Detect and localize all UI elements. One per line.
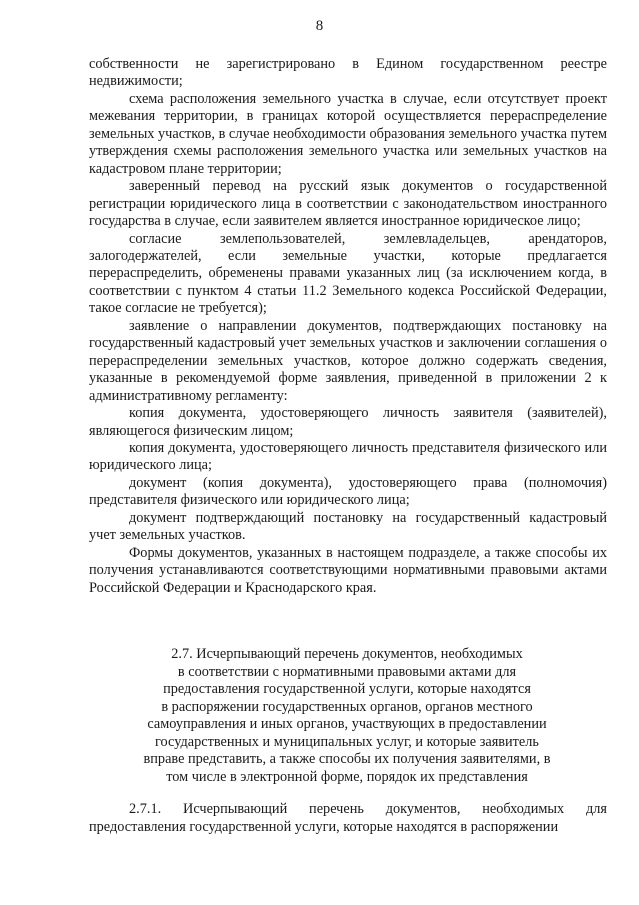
page-number: 8 (315, 18, 324, 34)
paragraph-consent: согласие землепользователей, землевладельцев, арендаторов, залогодержателей, если земельные участки, которые предлагается перераспределить, обременены правами указанных лиц (за исключением когда, в соответствии с пунктом 4 статьи 11.2 Земельного кодекса Российской Федерации, такое согласие не требуется); (89, 230, 607, 317)
heading-line: в распоряжении государственных органов, органов местного (161, 698, 533, 715)
subsection-2-7-1 (89, 801, 607, 836)
paragraph-continuation: собственности не зарегистрировано в Едином государственном реестре недвижимости; (89, 56, 607, 90)
paragraph-forms: Формы документов, указанных в настоящем подразделе, а также способы их получения устанавливаются соответствующими нормативными правовыми актами Российской Федерации и Краснодарского края. (89, 544, 607, 596)
document-body (89, 56, 607, 597)
paragraph-translation: заверенный перевод на русский язык документов о государственной регистрации юридического лица в соответствии с законодательством иностранного государства в случае, если заявителем является иностранное юридическое лицо; (89, 178, 607, 230)
paragraph-identity-copy: копия документа, удостоверяющего личность заявителя (заявителей), являющегося физическим лицом; (89, 405, 607, 439)
heading-line: государственных и муниципальных услуг, и которые заявитель (155, 733, 539, 750)
subsection-paragraph: 2.7.1. Исчерпывающий перечень документов, необходимых для предоставления государственной услуги, которые находятся в распоряжении (89, 801, 607, 835)
paragraph-authority-document: документ (копия документа), удостоверяющего права (полномочия) представителя физического или юридического лица; (89, 474, 607, 509)
paragraph-representative-identity: копия документа, удостоверяющего личность представителя физического или юридического лица; (89, 439, 607, 474)
paragraph-cadastral-document: документ подтверждающий постановку на государственный кадастровый учет земельных участков. (89, 509, 607, 544)
heading-line: в соответствии с нормативными правовыми актами для (177, 663, 517, 680)
heading-line: предоставления государственной услуги, которые находятся (163, 681, 531, 697)
paragraph-application: заявление о направлении документов, подтверждающих постановку на государственный кадастровый учет земельных участков и заключении соглашения о перераспределении земельных участков, которое должно содержать сведения, указанные в рекомендуемой форме заявления, приведенной в приложении 2 к административному регламенту: (89, 317, 607, 404)
heading-line: том числе в электронной форме, порядок их представления (166, 768, 528, 785)
heading-line: вправе представить, а также способы их получения заявителями, в (143, 751, 551, 767)
heading-line: самоуправления и иных органов, участвующих в предоставлении (147, 716, 547, 732)
heading-line: 2.7. Исчерпывающий перечень документов, необходимых (171, 646, 523, 662)
paragraph-scheme: схема расположения земельного участка в случае, если отсутствует проект межевания территории, в границах которой осуществляется перераспределение земельных участков, в случае необходимости образования земельного участка путем утверждения схемы расположения земельного участка или земельных участков на кадастровом плане территории; (89, 90, 607, 177)
section-heading (120, 646, 574, 786)
